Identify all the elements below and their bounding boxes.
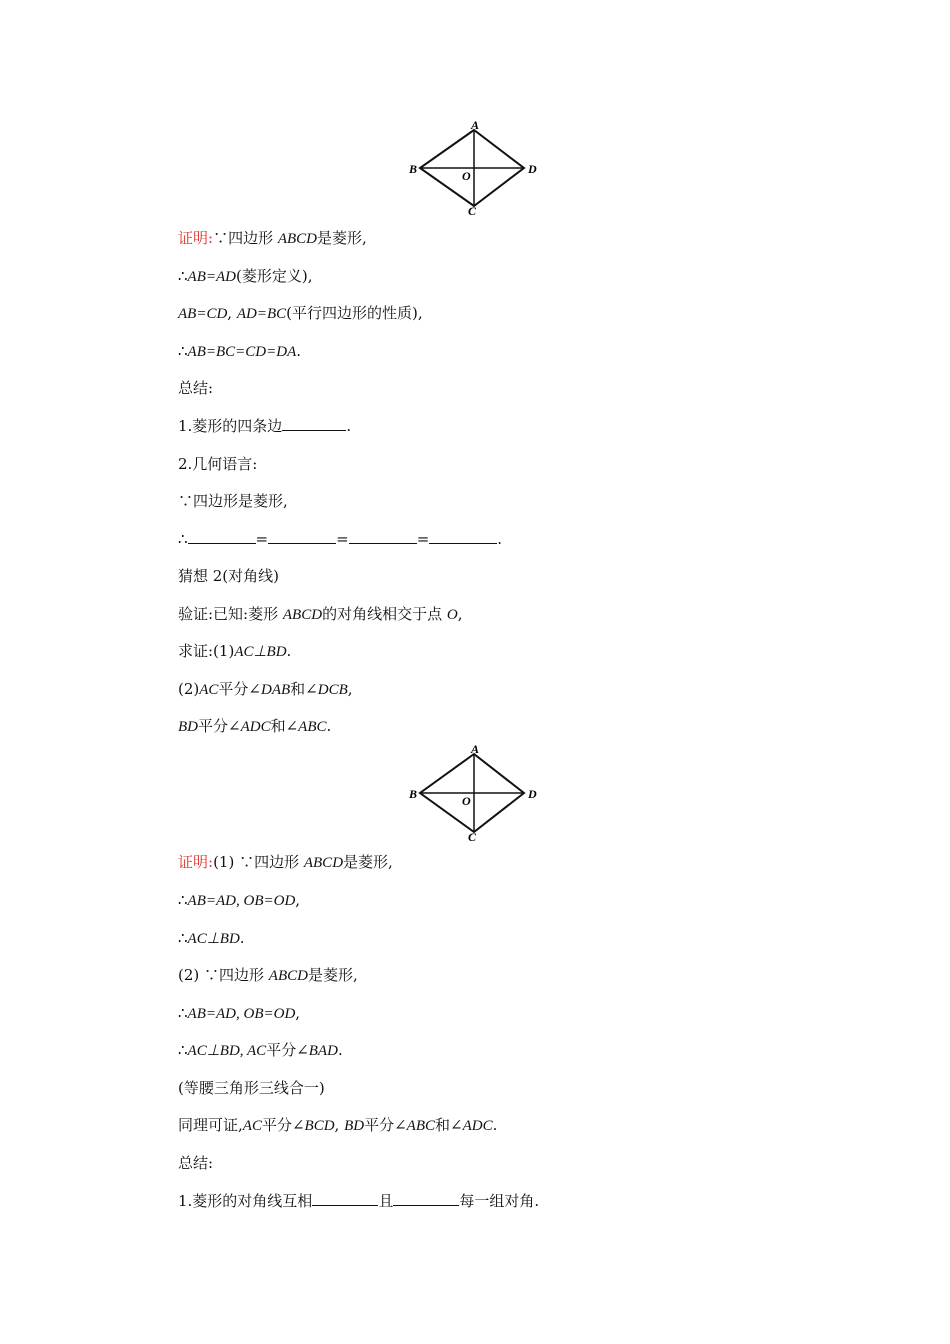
label-B: B xyxy=(409,787,418,801)
proof2-line6: ∴AC⊥BD, AC平分∠BAD. xyxy=(178,1041,343,1059)
answer-blank[interactable] xyxy=(429,529,497,544)
proof2-line7: (等腰三角形三线合一) xyxy=(178,1079,325,1097)
summary1-item1: 1.菱形的四条边 . xyxy=(178,417,352,435)
label-D: D xyxy=(528,162,537,176)
label-C: C xyxy=(468,204,477,218)
guess2-prove3: BD平分∠ADC和∠ABC. xyxy=(178,717,332,735)
summary2-title: 总结: xyxy=(178,1154,214,1172)
label-A: A xyxy=(471,118,480,132)
summary1-item2-line1: ∵四边形是菱形, xyxy=(178,492,288,510)
label-B: B xyxy=(409,162,418,176)
rhombus-diagram-2 xyxy=(400,742,550,842)
proof2-line1: 证明:(1) ∵四边形 ABCD是菱形, xyxy=(178,853,393,871)
label-O: O xyxy=(462,169,471,183)
label-C: C xyxy=(468,830,477,842)
guess2-title: 猜想 2(对角线) xyxy=(178,567,280,585)
proof1-line3: AB=CD, AD=BC(平行四边形的性质), xyxy=(178,304,423,322)
proof2-line4: (2) ∵四边形 ABCD是菱形, xyxy=(178,966,358,984)
answer-blank[interactable] xyxy=(188,529,256,544)
proof1-line4: ∴AB=BC=CD=DA. xyxy=(178,342,302,360)
rhombus-diagram-1 xyxy=(400,118,550,218)
proof1-line1: 证明:∵四边形 ABCD是菱形, xyxy=(178,229,367,247)
label-D: D xyxy=(528,787,537,801)
guess2-verify: 验证:已知:菱形 ABCD的对角线相交于点 O, xyxy=(178,605,463,623)
answer-blank[interactable] xyxy=(268,529,336,544)
proof-label: 证明: xyxy=(178,229,214,247)
summary1-item2: 2.几何语言: xyxy=(178,455,258,473)
proof1-line2: ∴AB=AD(菱形定义), xyxy=(178,267,313,285)
proof2-line8: 同理可证,AC平分∠BCD, BD平分∠ABC和∠ADC. xyxy=(178,1116,498,1134)
summary1-item2-line2: ∴ = = = . xyxy=(178,530,503,548)
guess2-prove: 求证:(1)AC⊥BD. xyxy=(178,642,292,660)
summary2-item1: 1.菱形的对角线互相 且 每一组对角. xyxy=(178,1192,540,1210)
guess2-prove2: (2)AC平分∠DAB和∠DCB, xyxy=(178,680,353,698)
proof2-line3: ∴AC⊥BD. xyxy=(178,929,245,947)
proof2-line5: ∴AB=AD, OB=OD, xyxy=(178,1004,301,1022)
answer-blank[interactable] xyxy=(393,1191,459,1206)
answer-blank[interactable] xyxy=(282,416,346,431)
answer-blank[interactable] xyxy=(312,1191,378,1206)
proof-label: 证明: xyxy=(178,853,214,871)
label-A: A xyxy=(471,742,480,756)
label-O: O xyxy=(462,794,471,808)
summary1-title: 总结: xyxy=(178,379,214,397)
proof2-line2: ∴AB=AD, OB=OD, xyxy=(178,891,301,909)
answer-blank[interactable] xyxy=(349,529,417,544)
